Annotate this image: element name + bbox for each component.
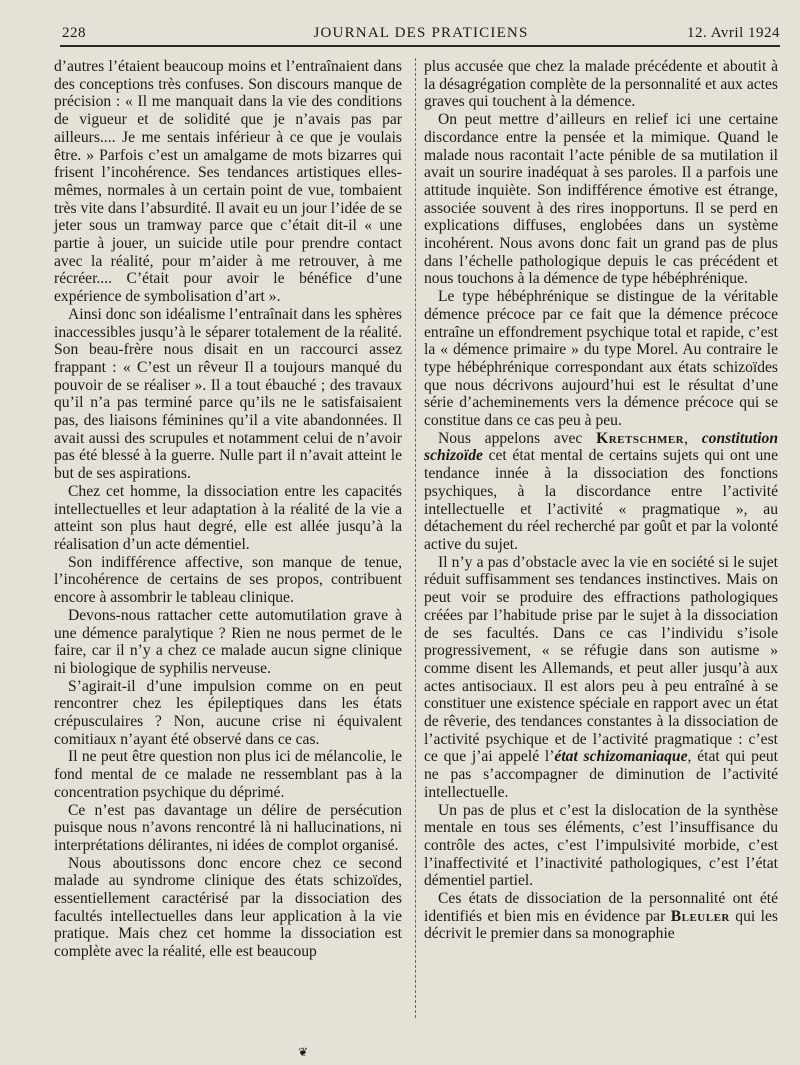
paragraph: Ainsi donc son idéalisme l’entraînait dans les sphères inaccessibles jusqu’à le séparer totalement de la réalité. Son beau-frère nous disait en un raccourci assez frappant : « C’est un rêveur Il a toujours manqué du pouvoir de se réaliser ». Il a tout ébauché ; des travaux qu’il n’a pas terminé parce qu’ils ne le satisfaisaient pas, des liaisons féminines qu’il a vite abandonnées. Il avait aussi des scrupules et notamment celui de n’avoir pas été blessé à la guerre. Nulle part il n’avait atteint le but de ses aspirations. bbox=[54, 305, 402, 483]
paragraph: S’agirait-il d’une impulsion comme on en peut rencontrer chez les épileptiques dans les états crépusculaires ? Non, aucune crise ni équivalent comitiaux n’ayant été observé dans ce cas. bbox=[54, 677, 402, 748]
paragraph: Il ne peut être question non plus ici de mélancolie, le fond mental de ce malade ne ressemblant pas à la concentration psychique du déprimé. bbox=[54, 748, 402, 801]
paragraph: plus accusée que chez la malade précédente et aboutit à la désagrégation complète de la personnalité et aux actes graves qui touchent à la démence. bbox=[424, 58, 778, 111]
paragraph bbox=[424, 554, 778, 802]
header-rule bbox=[60, 45, 780, 47]
paragraph: On peut mettre d’ailleurs en relief ici une certaine discordance entre la pensée et la mimique. Quand le malade nous racontait l’acte pénible de sa mutilation il avait un sourire inadéquat à ses paroles. Il a parfois une attitude inquiète. Son indifférence émotive est étrange, associée souvent à des rires inopportuns. Il se perd en explications diffuses, englobées dans un système incohérent. Nous avons donc fait un grand pas de plus dans l’échelle pathologique depuis le cas précédent et nous touchons à la démence de type hébéphrénique. bbox=[424, 111, 778, 288]
paragraph: Un pas de plus et c’est la dislocation de la synthèse mentale en tous ses éléments, c’est l’insuffisance du contrôle des actes, c’est l’impulsivité morbide, c’est l’inaffectivité et l’inactivité pathologiques, c’est l’état démentiel partiel. bbox=[424, 801, 778, 890]
author-name: Kretschmer bbox=[596, 429, 685, 447]
paragraph: Ce n’est pas davantage un délire de persécution puisque nous n’avons rencontré là ni hallucinations, ni interprétations délirantes, ni idées de complot organisé. bbox=[54, 801, 402, 854]
text-run: Ces états de dissociation de la personnalité ont été identifiés et bien mis en évidence par bbox=[424, 890, 778, 925]
paragraph bbox=[424, 890, 778, 943]
running-header bbox=[62, 25, 780, 47]
term: constitution schizoïde bbox=[424, 429, 778, 465]
text-run: , état qui peut ne pas s’accompagner de diminution de l’activité intellectuelle. bbox=[424, 748, 778, 801]
text-run: Il n’y a pas d’obstacle avec la vie en société si le sujet réduit suffisamment ses tendances instinctives. Mais on peut voir se produire des effractions pathologiques créées par l’habitude prise par le sujet à la dissociation de ses facultés. Dans ce cas l’individu s’isole progressivement, « se réfugie dans son autisme » comme disent les Allemands, et peut aller jusqu’à aux actes antisociaux. Il est alors peu à peu entraîné à se constituer une existence spéciale en rapport avec un état de rêverie, des tendances constantes à la dissociation de l’activité psychique et de l’activité pragmatique : c’est ce que j’ai appelé l’ bbox=[424, 553, 778, 766]
journal-title: JOURNAL DES PRATICIENS bbox=[313, 25, 529, 41]
right-column bbox=[424, 58, 778, 943]
column-divider bbox=[415, 58, 416, 1018]
text-run: , bbox=[684, 429, 702, 447]
paragraph bbox=[424, 430, 778, 554]
left-column bbox=[54, 58, 402, 961]
issue-date: 12. Avril 1924 bbox=[687, 25, 780, 41]
paragraph: Chez cet homme, la dissociation entre les capacités intellectuelles et leur adaptation à la réalité de la vie a atteint son plus haut degré, elle est allée jusqu’à la réalisation d’un acte démentiel. bbox=[54, 482, 402, 553]
author-name: Bleuler bbox=[670, 907, 730, 925]
paragraph: d’autres l’étaient beaucoup moins et l’entraînaient dans des conceptions très confuses. Son discours manque de précision : « Il me manquait dans la vie des conditions de vigueur et de solidité que je n’avais pas par ailleurs.... Je me sentais inférieur à ce que je voulais être. » Parfois c’est un amalgame de mots bizarres qui frisent l’incohérence. Ses tendances artistiques elles-mêmes, normales à un certain point de vue, tombaient très vite dans l’absurdité. Il avait eu un jour l’idée de se jeter sous un tramway parce que c’était dit-il « une partie à jouer, un suicide utile pour prendre contact avec la réalité, pour m’aider à me retrouver, à me récréer.... C’était pour avoir le bénéfice d’une expérience de symbolisation d’art ». bbox=[54, 58, 402, 306]
ornament-mark: ❦ bbox=[298, 1045, 309, 1059]
paragraph: Le type hébéphrénique se distingue de la véritable démence précoce par ce fait que la démence précoce entraîne un effondrement psychique total et rapide, c’est la « démence primaire » du type Morel. Au contraire le type hébéphrénique correspondant aux états schizoïdes que nous décrivons aujourd’hui est le résultat d’une série d’acheminements vers la démence précoce qui se constitue dans ce cas peu à peu. bbox=[424, 288, 778, 430]
term: état schizomaniaque bbox=[554, 748, 688, 766]
page-number: 228 bbox=[62, 25, 86, 41]
paragraph: Devons-nous rattacher cette automutilation grave à une démence paralytique ? Rien ne nous permet de le faire, car il n’y a chez ce malade aucun signe clinique ni biologique de syphilis nerveuse. bbox=[54, 606, 402, 677]
text-run: qui les décrivit le premier dans sa monographie bbox=[424, 907, 778, 943]
paragraph: Nous aboutissons donc encore chez ce second malade au syndrome clinique des états schizoïdes, essentiellement caractérisé par la dissociation des facultés intellectuelles dans leur application à la vie pratique. Mais chez cet homme la dissociation est complète avec la réalité, elle est beaucoup bbox=[54, 854, 402, 961]
text-run: cet état mental de certains sujets qui ont une tendance innée à la dissociation des fonctions psychiques, à la discordance entre l’activité intellectuelle et l’activité « pragmatique », au détachement du réel recherché par goût et par la volonté active du sujet. bbox=[424, 447, 778, 553]
paragraph: Son indifférence affective, son manque de tenue, l’incohérence de certains de ses propos, contribuent encore à assombrir le tableau clinique. bbox=[54, 553, 402, 607]
text-run: Nous appelons avec bbox=[438, 429, 597, 447]
